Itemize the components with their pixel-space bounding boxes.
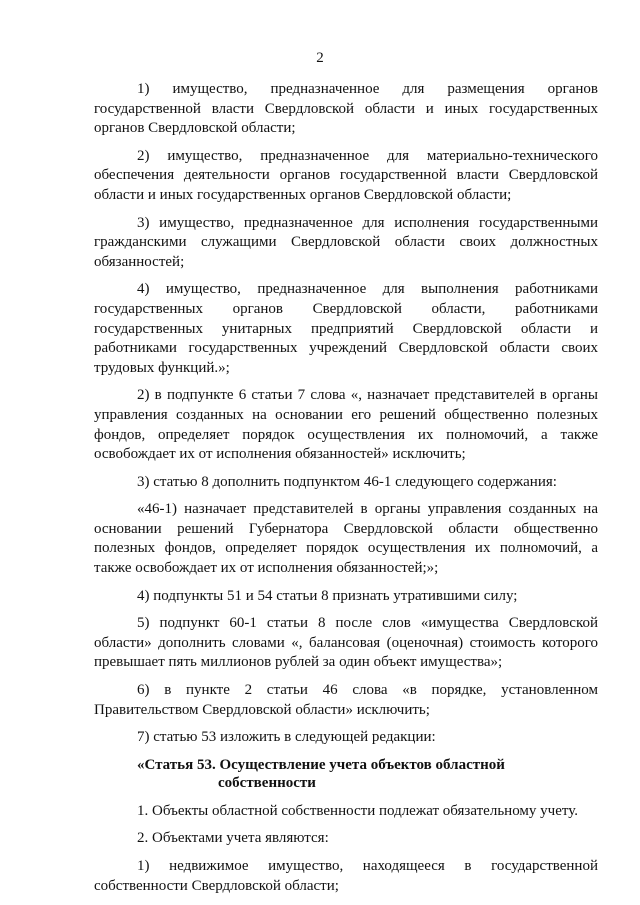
page-number: 2 xyxy=(316,50,324,66)
paragraph-item-1: 1) имущество, предназначенное для размещения органов государственной власти Свердловской области и иных государственных органов Свердловской области; xyxy=(94,81,598,137)
article-heading-line-1: «Статья 53. Осуществление учета объектов областной xyxy=(137,756,505,773)
paragraph-item-2: 2) имущество, предназначенное для материально-технического обеспечения деятельности органов государственной власти Свердловской области и иных государственных органов Свердловской области; xyxy=(94,147,598,203)
paragraph-quote-46-1: «46-1) назначает представителей в органы управления созданных на основании решений Губернатора Свердловской области общественно полезных фондов, определяет порядок осуществления их полномочий, а также освобождает их от исполнения обязанностей;»; xyxy=(94,501,598,577)
paragraph-amend-2: 2) в подпункте 6 статьи 7 слова «, назначает представителей в органы управления созданных на основании его решений общественно полезных фондов, определяет порядок осуществления их полномочий, а также освобождает их от исполнения обязанностей» исключить; xyxy=(94,387,598,463)
paragraph-amend-4: 4) подпункты 51 и 54 статьи 8 признать утратившими силу; xyxy=(137,587,518,604)
article-53-heading xyxy=(94,756,598,793)
article-heading-line-2: собственности xyxy=(218,775,316,792)
paragraph-item-3: 3) имущество, предназначенное для исполнения государственными гражданскими служащими Свердловской области своих должностных обязанностей; xyxy=(94,214,598,270)
document-body xyxy=(94,80,598,904)
paragraph-amend-6: 6) в пункте 2 статьи 46 слова «в порядке, установленном Правительством Свердловской области» исключить; xyxy=(94,682,598,718)
paragraph-amend-7: 7) статью 53 изложить в следующей редакции: xyxy=(137,729,436,746)
article-paragraph-2: 2. Объектами учета являются: xyxy=(137,830,329,847)
article-paragraph-1: 1. Объекты областной собственности подлежат обязательному учету. xyxy=(137,802,578,819)
article-paragraph-3: 1) недвижимое имущество, находящееся в государственной собственности Свердловской области; xyxy=(94,858,598,894)
paragraph-item-4: 4) имущество, предназначенное для выполнения работниками государственных органов Свердловской области, работниками государственных унитарных предприятий Свердловской области и работниками государственных учреждений Свердловской области своих трудовых функций.»; xyxy=(94,281,598,376)
paragraph-amend-3: 3) статью 8 дополнить подпунктом 46-1 следующего содержания: xyxy=(137,473,557,490)
paragraph-amend-5: 5) подпункт 60-1 статьи 8 после слов «имущества Свердловской области» дополнить словами «, балансовая (оценочная) стоимость которого превышает пять миллионов рублей за один объект имущества»; xyxy=(94,615,598,671)
